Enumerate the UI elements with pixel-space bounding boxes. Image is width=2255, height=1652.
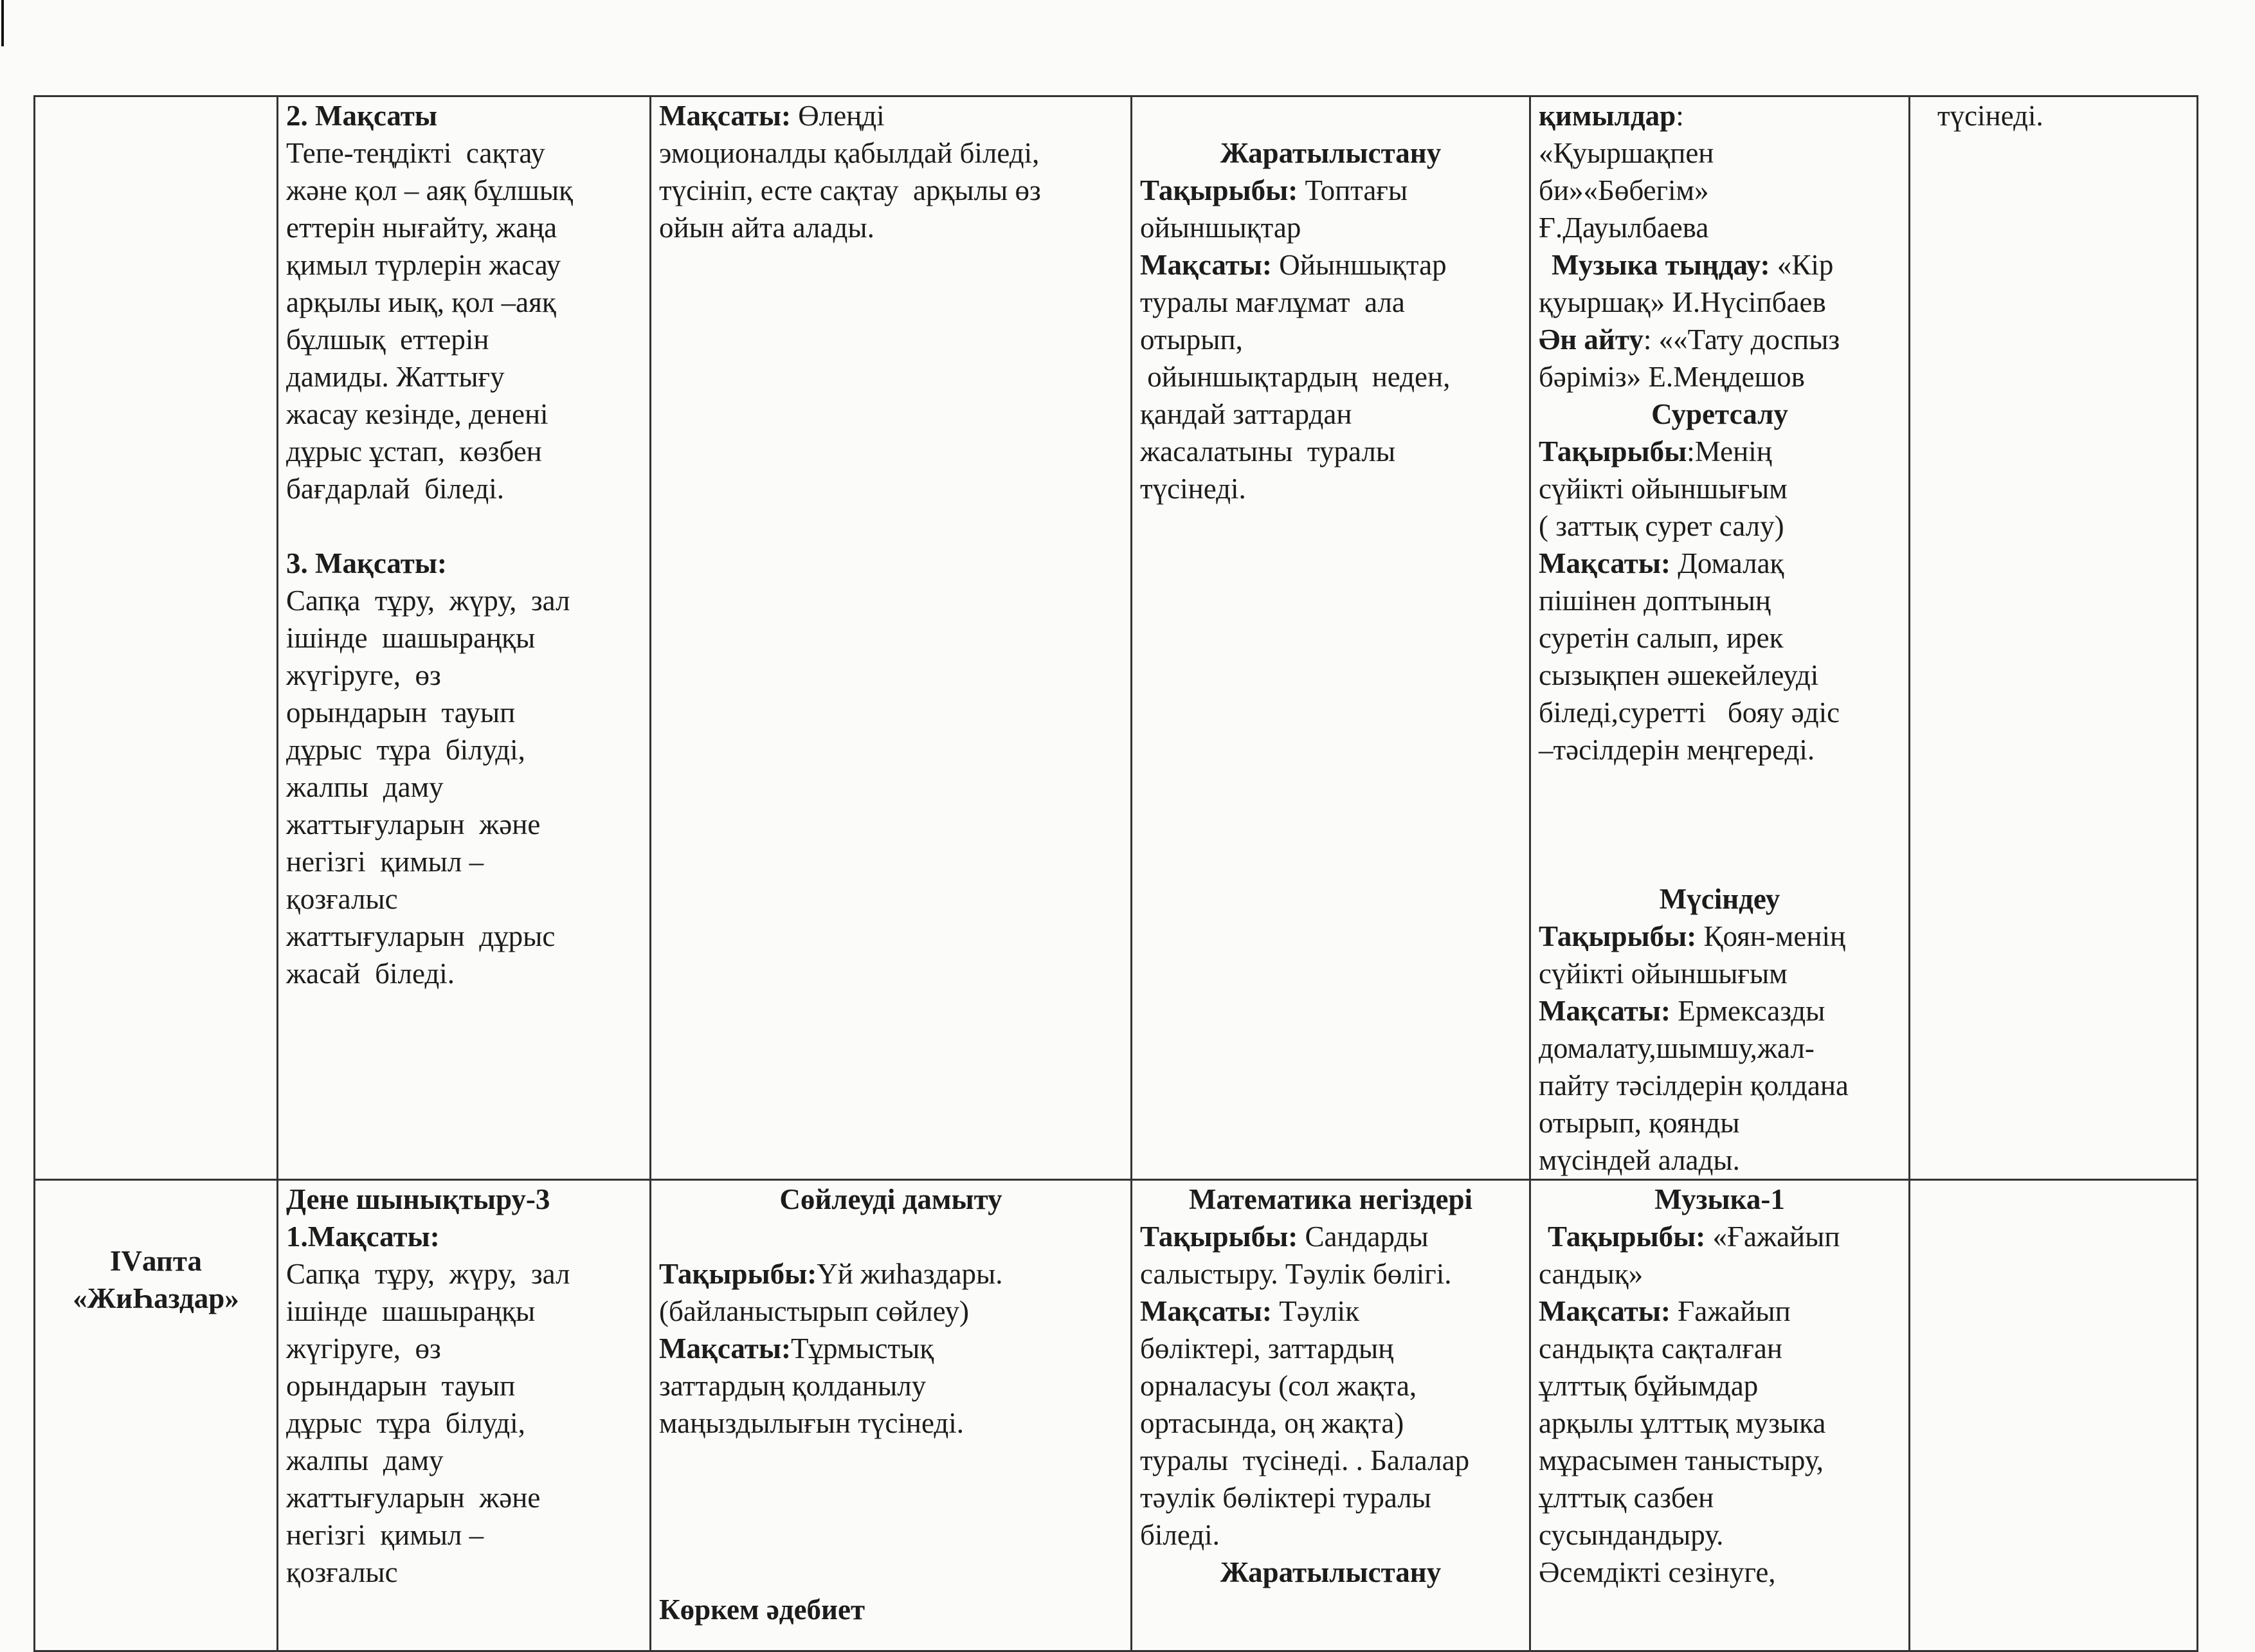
text-line: ( заттық сурет салу): [1539, 510, 1784, 542]
text-line: түсініп, есте сақтау арқылы өз: [659, 174, 1041, 206]
text-line: негізгі қимыл –: [286, 846, 484, 878]
text-line: ойын айта алады.: [659, 212, 874, 244]
drawing-heading: Суретсалу: [1651, 398, 1788, 430]
goal-paragraph: [659, 97, 1123, 134]
text-line: жасалатыны туралы: [1140, 435, 1396, 467]
goal-label: Мақсаты:: [659, 100, 791, 132]
scan-edge-mark: [1, 0, 4, 46]
music-heading: Музыка-1: [1654, 1183, 1785, 1215]
text-line: арқылы ұлттық музыка: [1539, 1407, 1826, 1439]
last-column-cell: [1910, 96, 2198, 1180]
week-number: ІVапта: [110, 1245, 202, 1277]
text-line: жүгіруге, өз: [286, 659, 441, 691]
goal-3-text: [286, 582, 642, 992]
goal-paragraph: [1140, 1293, 1521, 1330]
math-cell: [1132, 1180, 1530, 1651]
text-line: ортасында, оң жақта): [1140, 1407, 1404, 1439]
topic-first: Үй жиһаздары.: [817, 1258, 1003, 1290]
modeling-topic-label: Тақырыбы:: [1539, 920, 1697, 952]
text-line: ұлттық сазбен: [1539, 1482, 1714, 1514]
modeling-goal-text: [1539, 1030, 1901, 1179]
modeling-topic-paragraph: [1539, 918, 1901, 955]
math-heading: Математика негіздері: [1189, 1183, 1472, 1215]
text-line: жаттығуларын және: [286, 808, 541, 840]
topic-label: Тақырыбы:: [1548, 1221, 1706, 1253]
nature-heading: Жаратылыстану: [1220, 1556, 1442, 1588]
nature-heading: Жаратылыстану: [1220, 137, 1442, 169]
text-line: (байланыстырып сөйлеу): [659, 1295, 969, 1327]
table-row: [35, 96, 2198, 1180]
topic-text: [1140, 1255, 1521, 1293]
goal-2-text: [286, 134, 642, 507]
modeling-topic-text: [1539, 955, 1901, 992]
drawing-goal-text: [1539, 582, 1901, 768]
pe-heading: Дене шынықтыру-3: [286, 1183, 550, 1215]
goal-label: Мақсаты:: [1140, 1295, 1272, 1327]
text-line: біледі.: [1140, 1519, 1220, 1551]
text-line: қандай заттардан: [1140, 398, 1352, 430]
text-line: Сапқа тұру, жүру, зал: [286, 1258, 570, 1290]
text-line: пайту тәсілдерін қолдана: [1539, 1069, 1849, 1102]
week-cell: [35, 1180, 278, 1651]
text-line: арқылы иық, қол –аяқ: [286, 286, 556, 318]
text-line: эмоционалды қабылдай біледі,: [659, 137, 1040, 169]
topic-paragraph: [1140, 172, 1521, 209]
text-line: жүгіруге, өз: [286, 1332, 441, 1365]
goal-label: Мақсаты:: [1539, 1295, 1671, 1327]
listening-label: Музыка тыңдау:: [1552, 249, 1770, 281]
singing-paragraph: [1539, 321, 1901, 358]
listening-second: қуыршақ» И.Нүсіпбаев: [1539, 286, 1826, 318]
listening-paragraph: [1539, 246, 1901, 284]
text-line: би»«Бөбегім»: [1539, 174, 1709, 206]
topic-paragraph: [1539, 1218, 1901, 1255]
topic-label: Тақырыбы:: [1140, 1221, 1298, 1253]
text-line: қозғалыс: [286, 883, 398, 915]
lesson-plan-table: [33, 95, 2198, 1652]
text-line: еттерін нығайту, жаңа: [286, 212, 557, 244]
topic-paragraph: [1140, 1218, 1521, 1255]
text-line: сандықта сақталған: [1539, 1332, 1782, 1365]
singing-label: Ән айту: [1539, 323, 1644, 356]
goal-paragraph: [659, 1330, 1123, 1367]
last-column-cell: [1910, 1180, 2198, 1651]
table-row: [35, 1180, 2198, 1651]
speech-heading: Сөйлеуді дамыту: [779, 1183, 1002, 1215]
modeling-topic-first: Қоян-менің: [1696, 920, 1846, 952]
nature-cell: [1132, 96, 1530, 1180]
singing-first: : ««Тату доспыз: [1643, 323, 1840, 356]
topic-label: Тақырыбы:: [659, 1258, 817, 1290]
text-line: пішінен доптының: [1539, 585, 1771, 617]
topic-first: «Ғажайып: [1705, 1221, 1840, 1253]
goal-1-heading: 1.Мақсаты:: [286, 1221, 440, 1253]
text-line: мұрасымен таныстыру,: [1539, 1444, 1824, 1476]
text-line: негізгі қимыл –: [286, 1519, 484, 1551]
drawing-topic-label: Тақырыбы: [1539, 435, 1687, 467]
topic-first: Сандарды: [1298, 1221, 1429, 1253]
text-line: жалпы даму: [286, 771, 444, 803]
text-line: Сапқа тұру, жүру, зал: [286, 585, 570, 617]
goal-3-heading: 3. Мақсаты:: [286, 547, 447, 579]
drawing-goal-first: Домалақ: [1670, 547, 1784, 579]
text-line: ішінде шашыраңқы: [286, 1295, 536, 1327]
music-cell: [1530, 1180, 1910, 1651]
drawing-topic-first: :Менің: [1687, 435, 1772, 467]
topic-text: [1140, 209, 1521, 246]
text-line: ұлттық бұйымдар: [1539, 1370, 1759, 1402]
goal-first: Ойыншықтар: [1271, 249, 1447, 281]
goal-paragraph: [1539, 1293, 1901, 1330]
text-line: орналасуы (сол жақта,: [1140, 1370, 1417, 1402]
drawing-topic-text: [1539, 470, 1901, 545]
text-line: Ғ.Дауылбаева: [1539, 212, 1709, 244]
movements-text: [1539, 134, 1901, 246]
text-line: домалату,шымшу,жал-: [1539, 1032, 1815, 1064]
movements-colon: :: [1676, 100, 1684, 132]
physical-education-cell: [278, 96, 651, 1180]
text-line: маңыздылығын түсінеді.: [659, 1407, 964, 1439]
goal-first: Тәулік: [1271, 1295, 1360, 1327]
drawing-topic-paragraph: [1539, 433, 1901, 470]
text-line: дұрыс тұра білуді,: [286, 1407, 525, 1439]
text-line: орындарын тауып: [286, 1370, 516, 1402]
goal-paragraph: [1140, 246, 1521, 284]
modeling-heading: Мүсіндеу: [1659, 883, 1780, 915]
text-line: Тепе-теңдікті сақтау: [286, 137, 545, 169]
text-line: және қол – аяқ бұлшық: [286, 174, 573, 206]
week-cell-empty: [35, 96, 278, 1180]
text-line: бұлшық еттерін: [286, 323, 489, 356]
goal-2-heading: 2. Мақсаты: [286, 100, 437, 132]
topic-text: [659, 1293, 1123, 1330]
goal-label: Мақсаты:: [1140, 249, 1272, 281]
text-line: қимыл түрлерін жасау: [286, 249, 561, 281]
text-line: Әсемдікті сезінуге,: [1539, 1556, 1776, 1588]
text-line: –тәсілдерін меңгереді.: [1539, 734, 1815, 766]
text-line: сүйікті ойыншығым: [1539, 958, 1788, 990]
text-line: сандық»: [1539, 1258, 1644, 1290]
text-line: сусындандыру.: [1539, 1519, 1724, 1551]
arts-cell: [1530, 96, 1910, 1180]
text-line: біледі,суретті бояу әдіс: [1539, 696, 1840, 729]
text-line: сызықпен әшекейлеуді: [1539, 659, 1819, 691]
topic-first: Топтағы: [1298, 174, 1408, 206]
speech-cell: [651, 96, 1132, 1180]
text-line: туралы мағлұмат ала: [1140, 286, 1405, 318]
text-line: орындарын тауып: [286, 696, 516, 729]
text-line: сүйікті ойыншығым: [1539, 473, 1788, 505]
goal-first: Тұрмыстық: [790, 1332, 934, 1365]
goal-text: [659, 134, 1123, 246]
literature-heading: Көркем әдебиет: [659, 1593, 865, 1626]
text-line: ойыншықтар: [1140, 212, 1301, 244]
speech-cell: [651, 1180, 1132, 1651]
text-line: заттардың қолданылу: [659, 1370, 927, 1402]
text-line: дұрыс тұра білуді,: [286, 734, 525, 766]
text-line: жасай біледі.: [286, 958, 455, 990]
goal-label: Мақсаты:: [659, 1332, 791, 1365]
text-line: қозғалыс: [286, 1556, 398, 1588]
goal-text: [1539, 1330, 1901, 1591]
text-line: отырып,: [1140, 323, 1243, 356]
text-line: туралы түсінеді. . Балалар: [1140, 1444, 1470, 1476]
week-theme: «ЖиҺаздар»: [73, 1282, 239, 1314]
drawing-goal-label: Мақсаты:: [1539, 547, 1671, 579]
singing-second: бәріміз» Е.Меңдешов: [1539, 361, 1805, 393]
text-line: түсінеді.: [1140, 473, 1246, 505]
physical-education-cell: [278, 1180, 651, 1651]
text-line: ойыншықтардың неден,: [1140, 361, 1451, 393]
text-line: дамиды. Жаттығу: [286, 361, 505, 393]
topic-label: Тақырыбы:: [1140, 174, 1298, 206]
goal-1-text: [286, 1255, 642, 1591]
understands-text: түсінеді.: [1937, 100, 2043, 132]
listening-first: «Кір: [1770, 249, 1834, 281]
goal-text: [659, 1367, 1123, 1442]
text-line: суретін салып, ирек: [1539, 622, 1784, 654]
goal-first: Ғажайып: [1670, 1295, 1791, 1327]
text-line: мүсіндей алады.: [1539, 1144, 1740, 1176]
topic-text: [1539, 1255, 1901, 1293]
text-line: жаттығуларын дұрыс: [286, 920, 556, 952]
text-line: жалпы даму: [286, 1444, 444, 1476]
text-line: дұрыс ұстап, көзбен: [286, 435, 542, 467]
text-line: жасау кезінде, денені: [286, 398, 548, 430]
text-line: тәулік бөліктері туралы: [1140, 1482, 1431, 1514]
text-line: отырып, қоянды: [1539, 1107, 1740, 1139]
modeling-goal-first: Ермексазды: [1670, 995, 1825, 1027]
text-line: жаттығуларын және: [286, 1482, 541, 1514]
modeling-goal-paragraph: [1539, 992, 1901, 1030]
modeling-goal-label: Мақсаты:: [1539, 995, 1671, 1027]
goal-first: Өлеңді: [790, 100, 885, 132]
topic-paragraph: [659, 1255, 1123, 1293]
drawing-goal-paragraph: [1539, 545, 1901, 582]
text-line: салыстыру. Тәулік бөлігі.: [1140, 1258, 1452, 1290]
goal-text: [1140, 284, 1521, 507]
text-line: ішінде шашыраңқы: [286, 622, 536, 654]
text-line: бағдарлай біледі.: [286, 473, 504, 505]
movements-paragraph: [1539, 97, 1901, 134]
text-line: «Қуыршақпен: [1539, 137, 1714, 169]
movements-label: қимылдар: [1539, 100, 1676, 132]
goal-text: [1140, 1330, 1521, 1554]
text-line: бөліктері, заттардың: [1140, 1332, 1394, 1365]
